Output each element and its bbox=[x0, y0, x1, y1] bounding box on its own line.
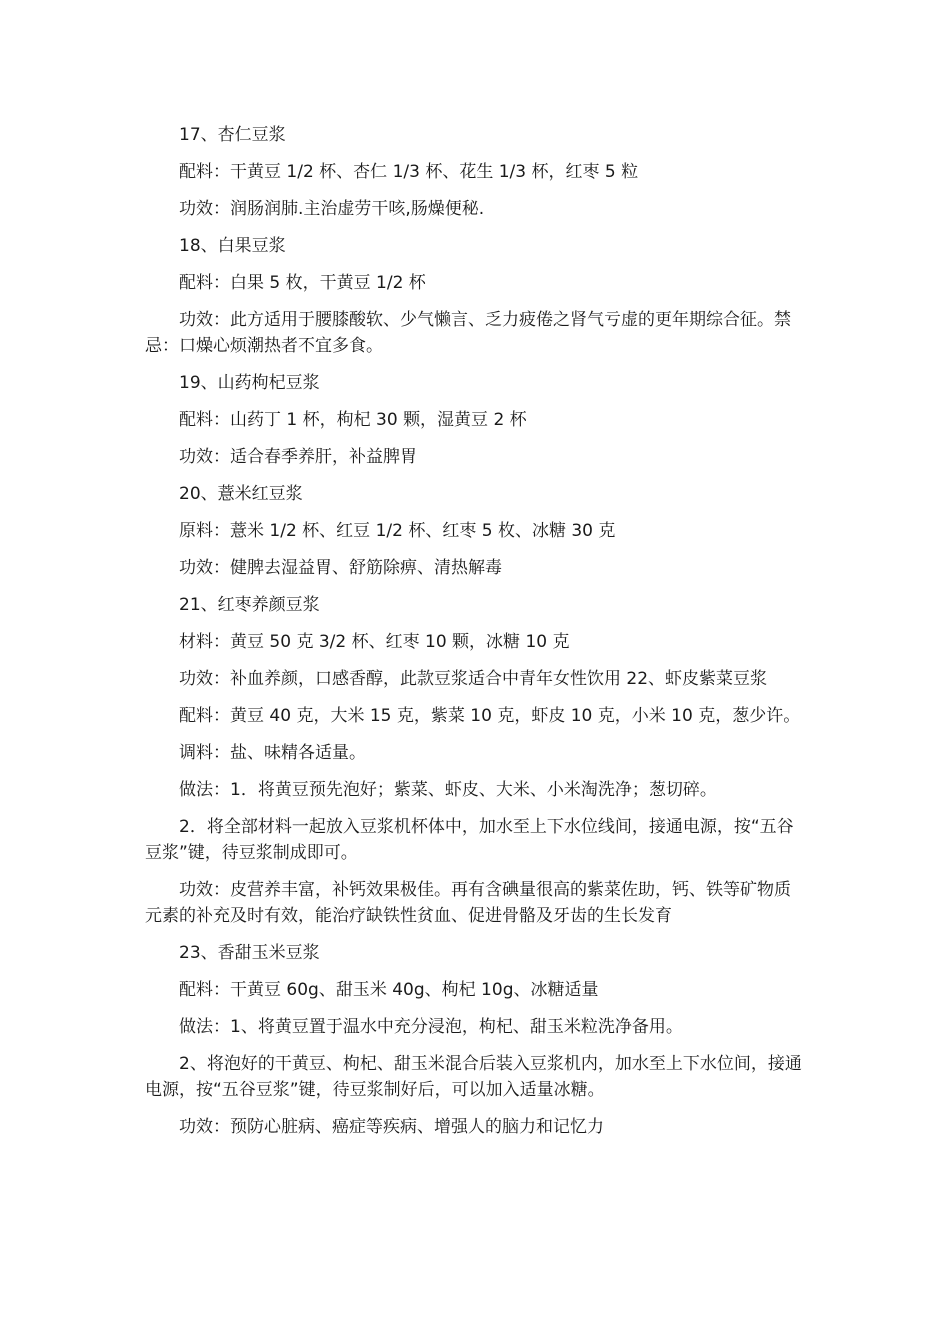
recipe-22-method-step-1: 做法：1．将黄豆预先泡好；紫菜、虾皮、大米、小米淘洗净；葱切碎。 bbox=[179, 780, 717, 800]
recipe-23-title: 23、香甜玉米豆浆 bbox=[179, 943, 320, 963]
recipe-22-seasoning: 调料：盐、味精各适量。 bbox=[179, 743, 366, 763]
recipe-18-effect: 功效：此方适用于腰膝酸软、少气懒言、乏力疲倦之肾气亏虚的更年期综合征。禁忌：口燥心烦潮热者不宜多食。 bbox=[145, 310, 791, 356]
recipe-17-effect: 功效：润肠润肺.主治虚劳干咳,肠燥便秘. bbox=[179, 199, 485, 219]
recipe-20-ingredients: 原料：薏米 1/2 杯、红豆 1/2 杯、红枣 5 枚、冰糖 30 克 bbox=[179, 521, 616, 541]
recipe-17-ingredients: 配料：干黄豆 1/2 杯、杏仁 1/3 杯、花生 1/3 杯，红枣 5 粒 bbox=[179, 162, 639, 182]
recipe-23-ingredients: 配料：干黄豆 60g、甜玉米 40g、枸杞 10g、冰糖适量 bbox=[179, 980, 599, 1000]
recipe-22-method-step-2: 2．将全部材料一起放入豆浆机杯体中，加水至上下水位线间，接通电源，按“五谷豆浆”键，待豆浆制成即可。 bbox=[145, 817, 794, 863]
recipe-19-ingredients: 配料：山药丁 1 杯，枸杞 30 颗，湿黄豆 2 杯 bbox=[179, 410, 527, 430]
recipe-19-effect: 功效：适合春季养肝，补益脾胃 bbox=[179, 447, 417, 467]
recipe-21-effect: 功效：补血养颜，口感香醇，此款豆浆适合中青年女性饮用 22、虾皮紫菜豆浆 bbox=[179, 669, 768, 689]
recipe-22-effect: 功效：皮营养丰富，补钙效果极佳。再有含碘量很高的紫菜佐助，钙、铁等矿物质元素的补充及时有效，能治疗缺铁性贫血、促进骨骼及牙齿的生长发育 bbox=[145, 880, 791, 926]
recipe-23-effect: 功效：预防心脏病、癌症等疾病、增强人的脑力和记忆力 bbox=[179, 1117, 604, 1137]
recipe-19-title: 19、山药枸杞豆浆 bbox=[179, 373, 320, 393]
recipe-21-ingredients: 材料：黄豆 50 克 3/2 杯、红枣 10 颗，冰糖 10 克 bbox=[179, 632, 570, 652]
recipe-23-method-step-1: 做法：1、将黄豆置于温水中充分浸泡，枸杞、甜玉米粒洗净备用。 bbox=[179, 1017, 683, 1037]
recipe-18-ingredients: 配料：白果 5 枚，干黄豆 1/2 杯 bbox=[179, 273, 426, 293]
document-body bbox=[145, 122, 807, 1151]
recipe-17-title: 17、杏仁豆浆 bbox=[179, 125, 286, 145]
recipe-20-title: 20、薏米红豆浆 bbox=[179, 484, 303, 504]
recipe-18-title: 18、白果豆浆 bbox=[179, 236, 286, 256]
recipe-22-ingredients: 配料：黄豆 40 克，大米 15 克，紫菜 10 克，虾皮 10 克，小米 10 克，葱少许。 bbox=[179, 706, 801, 726]
recipe-23-method-step-2: 2、将泡好的干黄豆、枸杞、甜玉米混合后装入豆浆机内，加水至上下水位间，接通电源，按“五谷豆浆”键，待豆浆制好后，可以加入适量冰糖。 bbox=[145, 1054, 802, 1100]
recipe-20-effect: 功效：健脾去湿益胃、舒筋除痹、清热解毒 bbox=[179, 558, 502, 578]
recipe-21-title: 21、红枣养颜豆浆 bbox=[179, 595, 320, 615]
